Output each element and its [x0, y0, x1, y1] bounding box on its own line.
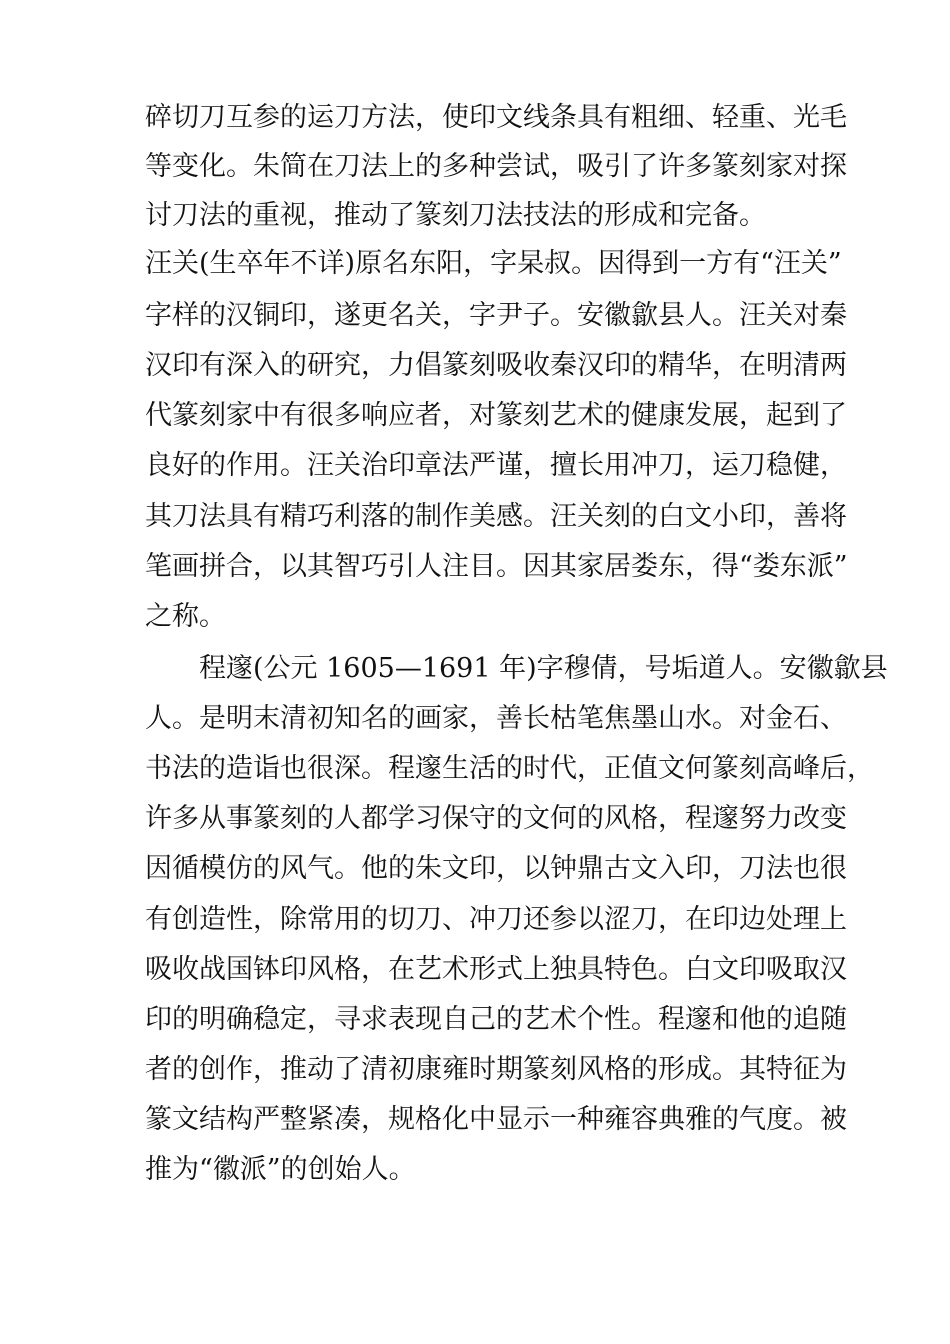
paragraph-3-line-7: 吸收战国钵印风格，在艺术形式上独具特色。白文印吸取汉: [145, 954, 847, 985]
paragraph-3-line-8: 印的明确稳定，寻求表现自己的艺术个性。程邃和他的追随: [145, 1004, 847, 1035]
paragraph-2-line-4: 代篆刻家中有很多响应者，对篆刻艺术的健康发展，起到了: [145, 400, 847, 431]
paragraph-3-line-4: 许多从事篆刻的人都学习保守的文何的风格，程邃努力改变: [145, 803, 847, 834]
paragraph-2-line-1: 汪关(生卒年不详)原名东阳，字杲叔。因得到一方有“汪关”: [145, 248, 842, 279]
paragraph-2-line-6: 其刀法具有精巧利落的制作美感。汪关刻的白文小印，善将: [145, 501, 847, 532]
paragraph-3-line-3: 书法的造诣也很深。程邃生活的时代，正值文何篆刻高峰后，: [145, 753, 874, 784]
paragraph-2-line-7: 笔画拼合，以其智巧引人注目。因其家居娄东，得“娄东派”: [145, 551, 848, 582]
paragraph-1-line-1: 碎切刀互参的运刀方法，使印文线条具有粗细、轻重、光毛: [145, 102, 847, 133]
paragraph-1-line-2: 等变化。朱简在刀法上的多种尝试，吸引了许多篆刻家对探: [145, 151, 847, 182]
paragraph-2-line-2: 字样的汉铜印，遂更名关，字尹子。安徽歙县人。汪关对秦: [145, 300, 847, 331]
paragraph-2-line-5: 良好的作用。汪关治印章法严谨，擅长用冲刀，运刀稳健，: [145, 450, 847, 481]
paragraph-3-line-9: 者的创作，推动了清初康雍时期篆刻风格的形成。其特征为: [145, 1054, 847, 1085]
paragraph-3-line-5: 因循模仿的风气。他的朱文印，以钟鼎古文入印，刀法也很: [145, 853, 847, 884]
paragraph-3-line-1: 程邃(公元 1605—1691 年)字穆倩，号垢道人。安徽歙县: [199, 653, 888, 684]
paragraph-3-line-10: 篆文结构严整紧凑，规格化中显示一种雍容典雅的气度。被: [145, 1104, 847, 1135]
paragraph-2-line-3: 汉印有深入的研究，力倡篆刻吸收秦汉印的精华，在明清两: [145, 350, 847, 381]
paragraph-3-line-2: 人。是明末清初知名的画家，善长枯笔焦墨山水。对金石、: [145, 703, 847, 734]
paragraph-3-line-6: 有创造性，除常用的切刀、冲刀还参以涩刀，在印边处理上: [145, 904, 847, 935]
paragraph-1-line-3: 讨刀法的重视，推动了篆刻刀法技法的形成和完备。: [145, 200, 766, 231]
paragraph-2-line-8: 之称。: [145, 601, 226, 632]
paragraph-3-line-11: 推为“徽派”的创始人。: [145, 1154, 416, 1185]
